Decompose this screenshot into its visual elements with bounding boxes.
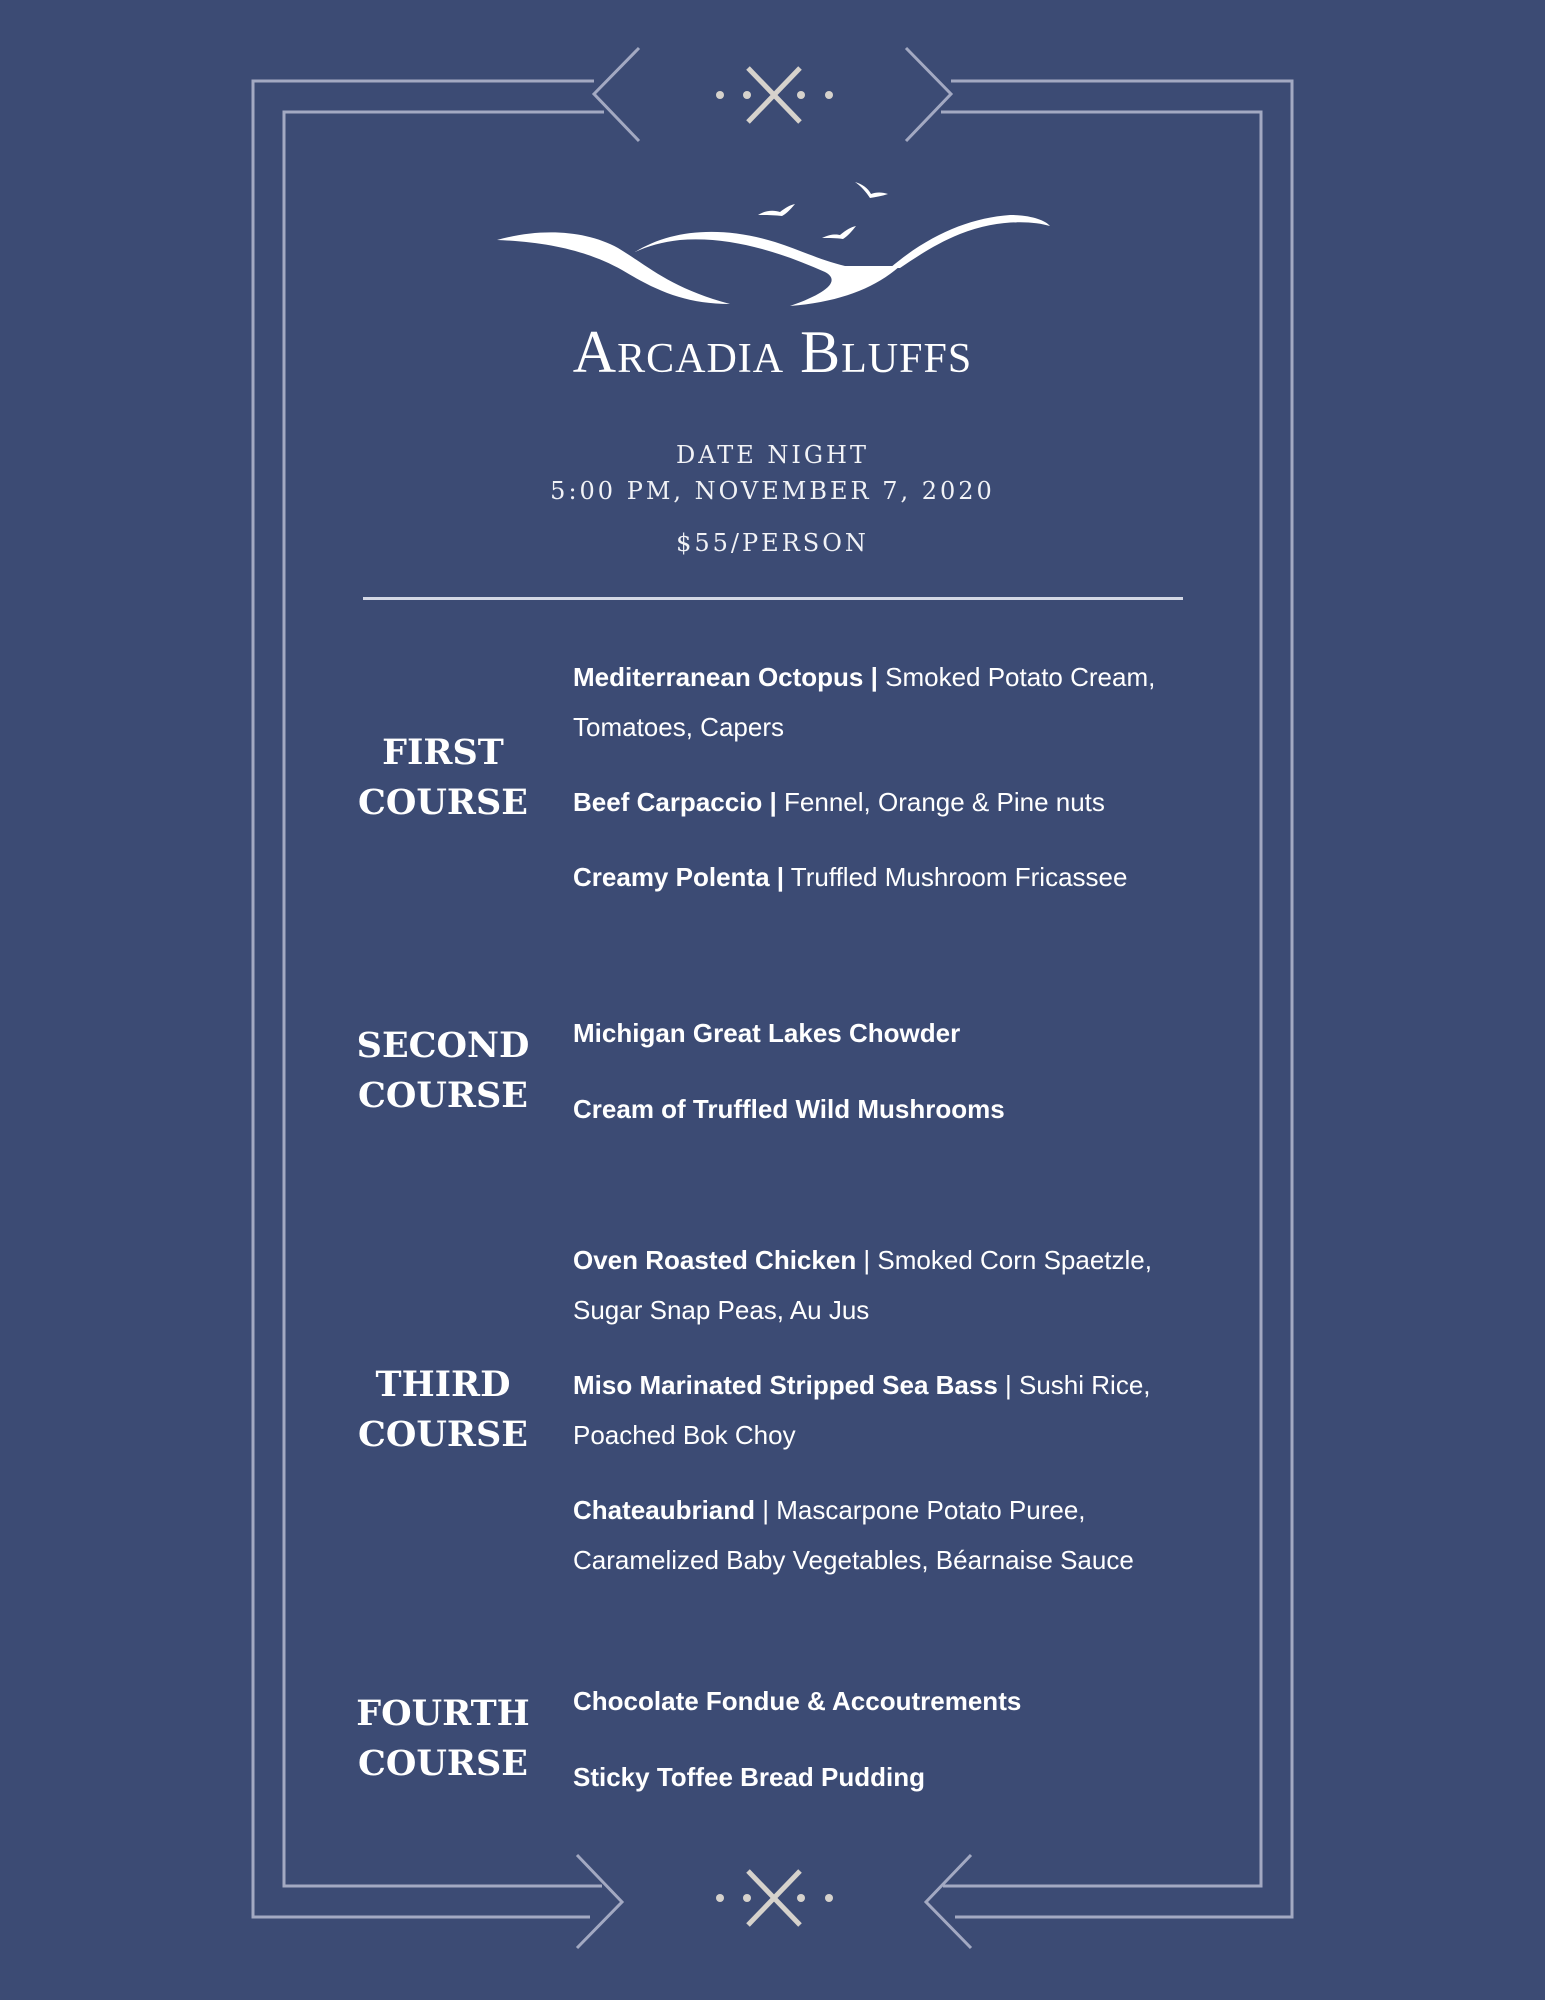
course-title-line: FOURTH bbox=[356, 1693, 530, 1734]
top-right-chevron bbox=[906, 48, 951, 141]
dish-name: Beef Carpaccio | bbox=[573, 787, 777, 817]
dish-item bbox=[573, 1235, 1233, 1335]
dish-name: Sticky Toffee Bread Pudding bbox=[573, 1762, 926, 1792]
dish-item bbox=[573, 1084, 1233, 1134]
dish-item bbox=[573, 1752, 1233, 1802]
bluffs-and-gulls-logo-icon bbox=[490, 170, 1050, 310]
dish-item bbox=[573, 852, 1233, 902]
dish-name: Michigan Great Lakes Chowder bbox=[573, 1018, 961, 1048]
dish-name: Chocolate Fondue & Accoutrements bbox=[573, 1686, 1022, 1716]
crossed-lines-ornament-icon bbox=[716, 68, 833, 122]
course-title-line: COURSE bbox=[358, 782, 528, 823]
dish-name: Creamy Polenta | bbox=[573, 862, 785, 892]
dish-description: Tomatoes, Capers bbox=[573, 712, 784, 742]
event-name: DATE NIGHT bbox=[675, 441, 869, 469]
course-title-line: COURSE bbox=[358, 1414, 528, 1455]
dish-item bbox=[573, 1008, 1233, 1058]
bottom-left-chevron bbox=[577, 1855, 622, 1948]
dish-description: | Smoked Corn Spaetzle, bbox=[856, 1245, 1152, 1275]
dish-name: Chateaubriand bbox=[573, 1495, 756, 1525]
dish-description: | Sushi Rice, bbox=[997, 1370, 1151, 1400]
course-title-line: COURSE bbox=[358, 1743, 528, 1784]
dish-description: Fennel, Orange & Pine nuts bbox=[776, 787, 1105, 817]
dish-item bbox=[573, 1485, 1233, 1585]
dish-item bbox=[573, 777, 1233, 827]
course-title-fourth bbox=[323, 1689, 563, 1789]
dish-description: Truffled Mushroom Fricassee bbox=[784, 862, 1128, 892]
dish-description: Caramelized Baby Vegetables, Béarnaise Sauce bbox=[573, 1545, 1134, 1575]
event-price: $55/PERSON bbox=[676, 529, 869, 557]
dish-item bbox=[573, 1360, 1233, 1460]
dish-description: Poached Bok Choy bbox=[573, 1420, 796, 1450]
course-title-line: SECOND bbox=[356, 1025, 530, 1066]
course-title-second bbox=[323, 1021, 563, 1121]
top-left-chevron bbox=[594, 48, 639, 141]
course-title-line: FIRST bbox=[382, 732, 504, 773]
event-datetime: 5:00 PM, NOVEMBER 7, 2020 bbox=[550, 477, 995, 505]
crossed-lines-ornament-icon bbox=[716, 1871, 833, 1925]
dish-description: Smoked Potato Cream, bbox=[877, 662, 1156, 692]
course-title-line: THIRD bbox=[375, 1364, 511, 1405]
dish-item bbox=[573, 1676, 1233, 1726]
course-title-third bbox=[323, 1360, 563, 1460]
dish-name: Mediterranean Octopus | bbox=[573, 662, 878, 692]
dish-name: Oven Roasted Chicken bbox=[573, 1245, 857, 1275]
dish-description: | Mascarpone Potato Puree, bbox=[755, 1495, 1086, 1525]
dish-description: Sugar Snap Peas, Au Jus bbox=[573, 1295, 870, 1325]
restaurant-name: Arcadia Bluffs bbox=[572, 319, 973, 385]
dish-item bbox=[573, 652, 1233, 752]
bottom-right-chevron bbox=[926, 1855, 971, 1948]
course-title-line: COURSE bbox=[358, 1075, 528, 1116]
dish-name: Miso Marinated Stripped Sea Bass bbox=[573, 1370, 998, 1400]
section-divider bbox=[363, 597, 1183, 600]
course-title-first bbox=[323, 728, 563, 828]
dish-name: Cream of Truffled Wild Mushrooms bbox=[573, 1094, 1005, 1124]
